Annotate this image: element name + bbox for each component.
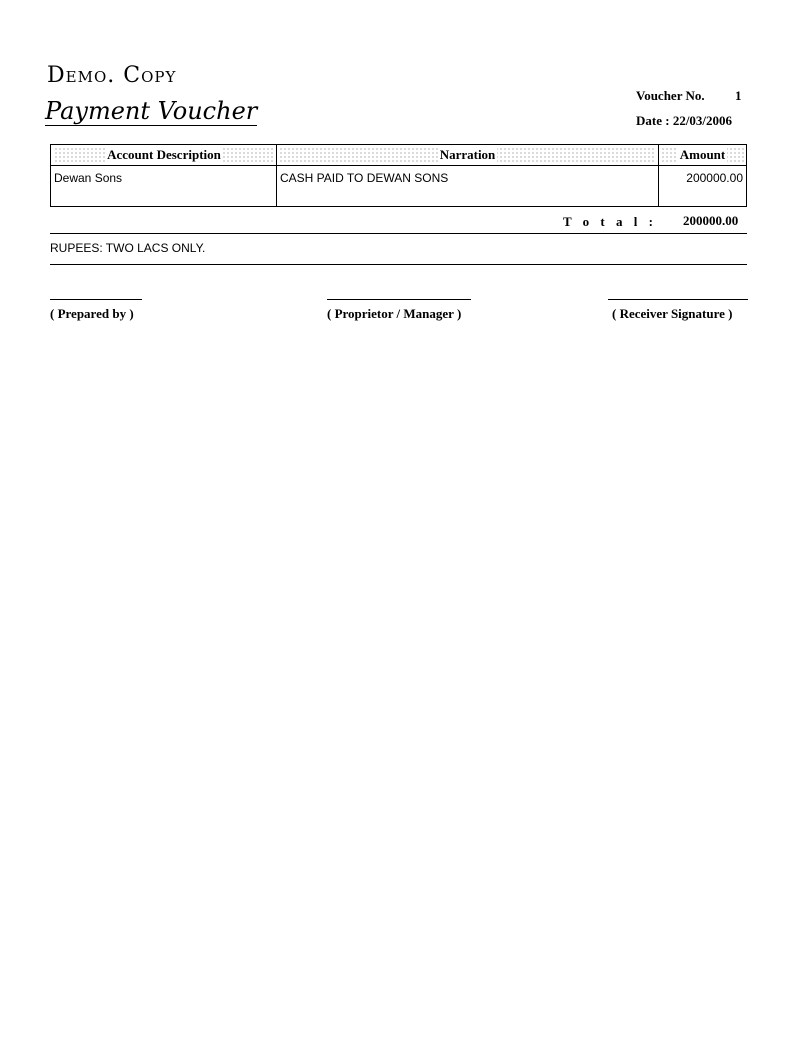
total-divider — [50, 233, 747, 234]
column-header-account — [54, 147, 274, 163]
column-header-amount-label: Amount — [679, 147, 726, 162]
column-header-narration — [279, 147, 656, 163]
page-title: Payment Voucher — [45, 97, 258, 125]
column-divider — [276, 145, 277, 206]
proprietor-signature-line — [327, 299, 471, 300]
row-amount: 200000.00 — [686, 171, 743, 185]
proprietor-label: ( Proprietor / Manager ) — [327, 306, 462, 321]
voucher-date: Date : 22/03/2006 — [636, 113, 733, 128]
row-account: Dewan Sons — [54, 171, 123, 185]
total-value: 200000.00 — [683, 213, 739, 228]
prepared-by-signature-line — [50, 299, 142, 300]
row-narration: CASH PAID TO DEWAN SONS — [280, 171, 449, 185]
column-header-account-label: Account Description — [107, 147, 221, 162]
column-divider — [658, 145, 659, 206]
column-header-narration-label: Narration — [439, 147, 496, 162]
total-label: T o t a l : — [563, 214, 657, 229]
amount-in-words: RUPEES: TWO LACS ONLY. — [50, 241, 206, 255]
voucher-number-label: Voucher No. — [636, 88, 705, 103]
column-header-amount — [661, 147, 744, 163]
receiver-signature-label: ( Receiver Signature ) — [612, 306, 733, 321]
prepared-by-label: ( Prepared by ) — [50, 306, 134, 321]
voucher-table — [50, 144, 747, 207]
words-divider — [50, 264, 747, 265]
voucher-number-value: 1 — [735, 88, 742, 103]
demo-copy-label: Demo. Copy — [47, 63, 177, 88]
receiver-signature-line — [608, 299, 748, 300]
